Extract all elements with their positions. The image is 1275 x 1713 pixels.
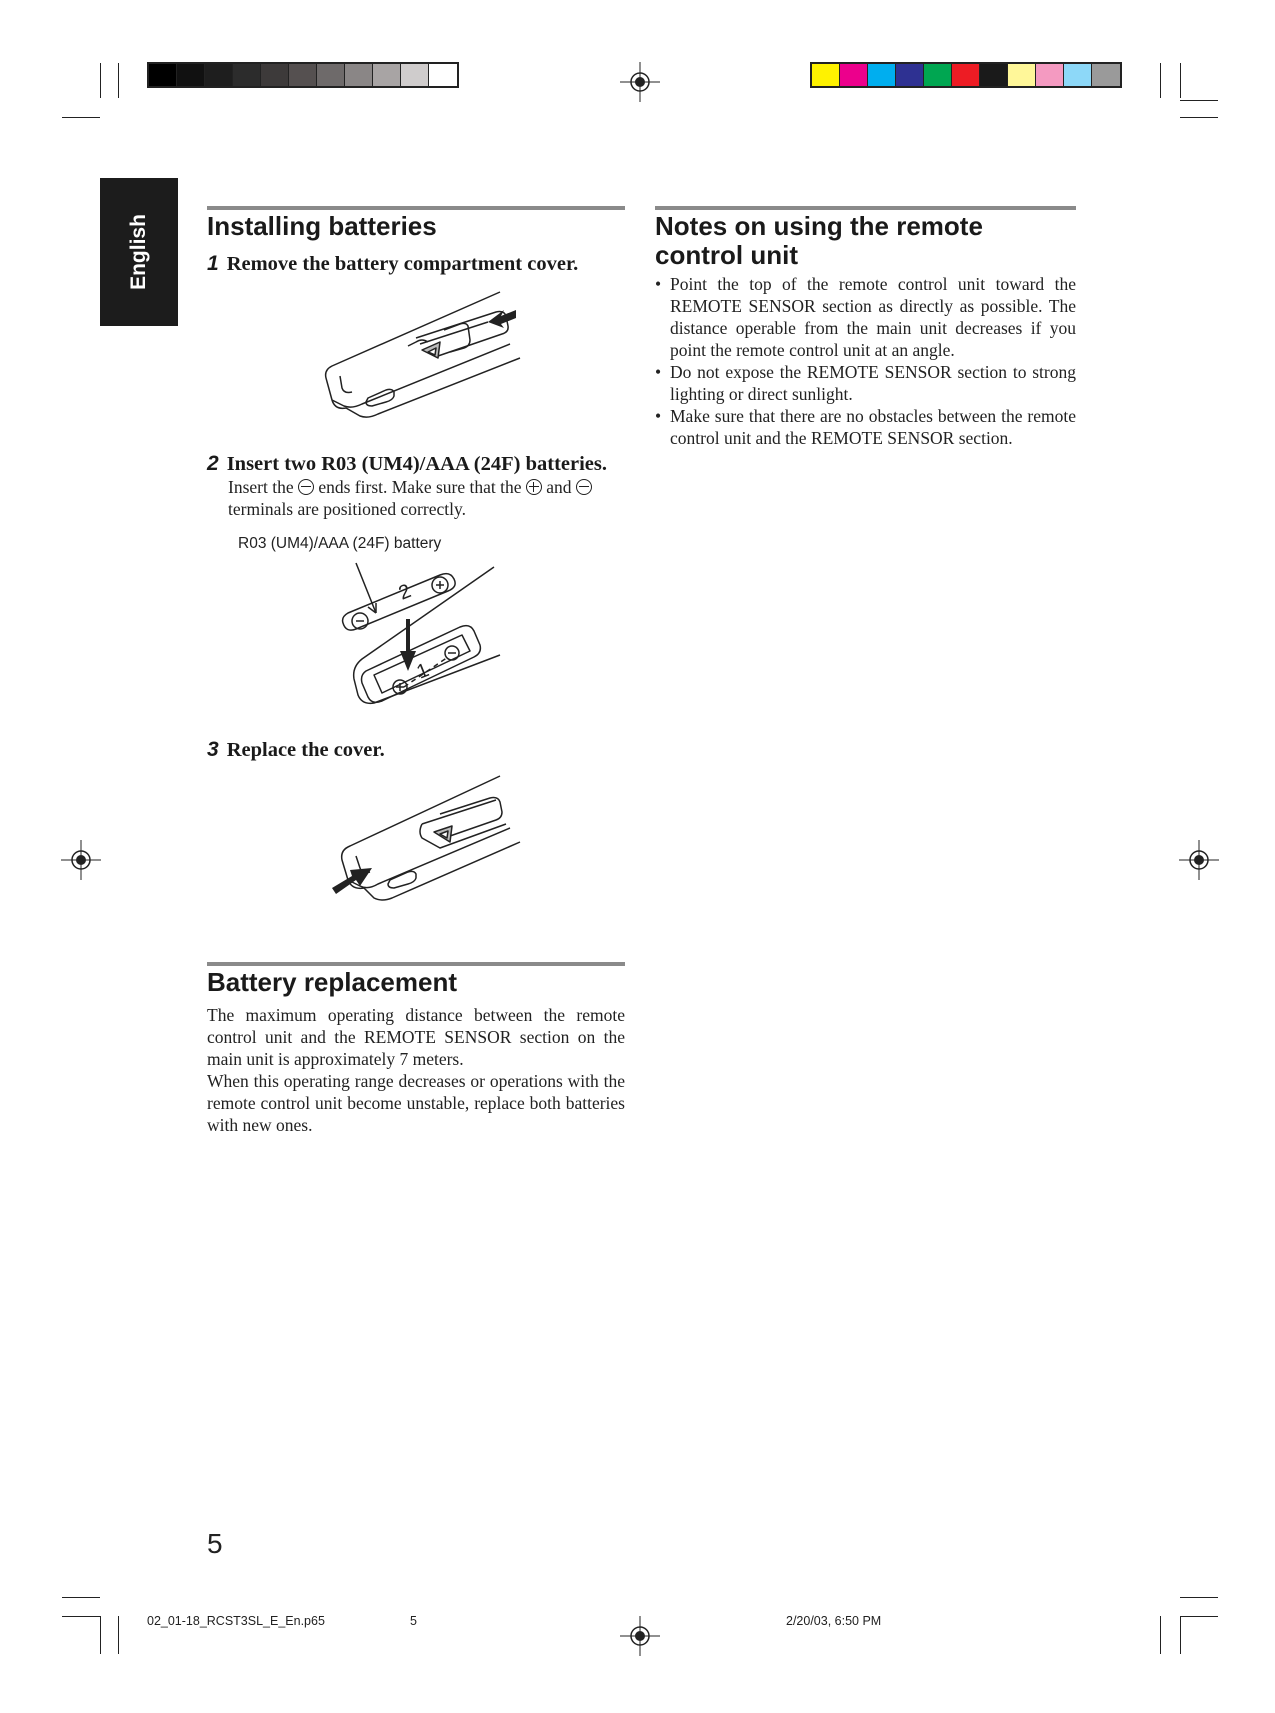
registration-mark-bottom-icon — [620, 1616, 660, 1656]
color-calibration-bar — [810, 62, 1122, 88]
color-swatch — [1064, 64, 1092, 86]
step-2-text: Insert two R03 (UM4)/AAA (24F) batteries. — [226, 453, 607, 475]
section-rule — [207, 206, 625, 210]
gray-swatch — [429, 64, 457, 86]
step-2-line1-a: Insert the — [228, 477, 294, 497]
footer-page: 5 — [410, 1614, 417, 1628]
minus-terminal-icon — [298, 479, 314, 495]
plus-terminal-icon — [526, 479, 542, 495]
gray-swatch — [373, 64, 401, 86]
notes-list — [655, 273, 1076, 449]
footer-file-name: 02_01-18_RCST3SL_E_En.p65 — [147, 1614, 325, 1628]
minus-terminal-icon — [576, 479, 592, 495]
battery-replacement-para-1: The maximum operating distance between the remote control unit and the REMOTE SENSOR section on the main unit is approximately 7 meters. — [207, 1005, 625, 1069]
gray-swatch — [205, 64, 233, 86]
color-swatch — [924, 64, 952, 86]
step-1 — [207, 252, 578, 276]
gray-swatch — [149, 64, 177, 86]
gray-swatch — [289, 64, 317, 86]
step-2-line1-b: ends first. Make sure that the — [318, 477, 522, 497]
language-tab — [100, 178, 178, 326]
gray-swatch — [261, 64, 289, 86]
gray-swatch — [345, 64, 373, 86]
registration-mark-left-icon — [61, 840, 101, 880]
step-2 — [207, 452, 607, 476]
step-3-number: 3 — [207, 738, 219, 761]
section-rule — [655, 206, 1076, 210]
step-2-number: 2 — [207, 452, 219, 475]
color-swatch — [896, 64, 924, 86]
remove-cover-illustration — [320, 288, 520, 438]
replace-cover-illustration — [330, 772, 520, 922]
step-2-instructions — [228, 476, 628, 520]
step-3 — [207, 738, 385, 762]
registration-mark-top-icon — [620, 62, 660, 102]
page-number: 5 — [207, 1528, 223, 1559]
grayscale-calibration-bar — [147, 62, 459, 88]
step-1-number: 1 — [207, 252, 219, 275]
list-item: • Make sure that there are no obstacles between the remote control unit and the REMOTE SENSOR section. — [655, 405, 1076, 449]
battery-label-bottom: 1 — [413, 659, 433, 684]
step-2-line1-c: and — [546, 477, 572, 497]
registration-mark-right-icon — [1179, 840, 1219, 880]
color-swatch — [840, 64, 868, 86]
list-item: • Do not expose the REMOTE SENSOR section to strong lighting or direct sunlight. — [655, 361, 1076, 405]
insert-batteries-illustration — [340, 555, 500, 725]
gray-swatch — [233, 64, 261, 86]
gray-swatch — [177, 64, 205, 86]
section-rule — [207, 962, 625, 966]
battery-replacement-para-2: When this operating range decreases or operations with the remote control unit become unstable, replace both batteries with new ones. — [207, 1071, 625, 1135]
gray-swatch — [317, 64, 345, 86]
gray-swatch — [401, 64, 429, 86]
notes-heading: Notes on using the remote control unit — [655, 211, 983, 270]
step-3-text: Replace the cover. — [226, 739, 385, 761]
list-item: • Point the top of the remote control unit toward the REMOTE SENSOR section as directly as possible. The distance operable from the main unit decreases if you point the remote control unit at an angle. — [655, 273, 1076, 361]
color-swatch — [952, 64, 980, 86]
step-1-text: Remove the battery compartment cover. — [226, 253, 579, 275]
color-swatch — [868, 64, 896, 86]
color-swatch — [980, 64, 1008, 86]
battery-figure-caption: R03 (UM4)/AAA (24F) battery — [238, 535, 442, 552]
color-swatch — [1036, 64, 1064, 86]
color-swatch — [812, 64, 840, 86]
language-tab-label: English — [127, 214, 150, 290]
color-swatch — [1092, 64, 1120, 86]
color-swatch — [1008, 64, 1036, 86]
battery-label-top: 2 — [395, 580, 415, 605]
battery-replacement-heading: Battery replacement — [207, 967, 457, 997]
footer-timestamp: 2/20/03, 6:50 PM — [786, 1614, 882, 1628]
installing-batteries-heading: Installing batteries — [207, 211, 437, 241]
step-2-line2: terminals are positioned correctly. — [228, 499, 466, 519]
